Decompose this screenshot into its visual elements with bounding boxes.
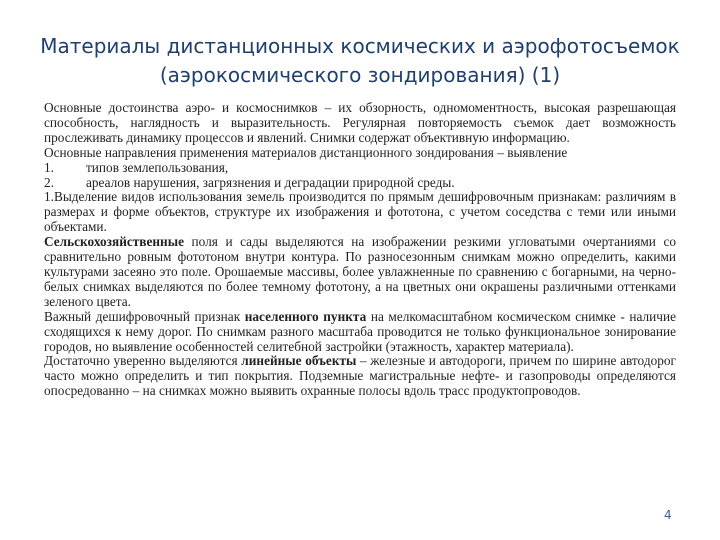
- list-number: 1.: [44, 159, 54, 175]
- paragraph-settlement: [44, 310, 676, 355]
- paragraph-linear-objects: [44, 354, 676, 399]
- list-text: ареалов нарушения, загрязнения и деградации природной среды.: [86, 174, 455, 190]
- page-number: 4: [664, 508, 672, 522]
- paragraph-land-use: 1.Выделение видов использования земель производится по прямым дешифровочным признакам: различиям в размерах и форме объектов, структуре их изображения и фототона, с учетом соседства с теми или иными объектами.: [44, 189, 676, 235]
- settlement-term: населенного пункта: [244, 308, 367, 324]
- linear-text-after: – железные и автодороги, причем по ширине автодорог часто можно определить и тип покрытия. Подземные магистральные нефте- и газопроводы определяются опосредованно – на снимках можно выявить охранные полосы вдоль трасс продуктопроводов.: [44, 353, 676, 399]
- list-item: [44, 161, 676, 176]
- list-number: 2.: [44, 174, 54, 190]
- paragraph-directions: Основные направления применения материалов дистанционного зондирования – выявление: [44, 144, 568, 160]
- title-line-1: Материалы дистанционных космических и аэрофотосъемок: [40, 34, 680, 58]
- paragraph-advantages: Основные достоинства аэро- и космоснимков – их обзорность, одномоментность, высокая разрешающая способность, наглядность и выразительность. Регулярная повторяемость съемок дает возможность прослеживать динамику процессов и явлений. Снимки содержат объективную информацию.: [44, 100, 676, 145]
- slide-body: [44, 101, 676, 399]
- agriculture-text: поля и сады выделяются на изображении резкими угловатыми очертаниями со сравнительно ровным фототоном внутри контура. По разносезонным снимкам можно определить, какими культурами засеяно это поле. Орошаемые массивы, более увлажненные по сравнению с богарными, на черно-белых снимках выделяются по более темному фототону, а на цветных они окрашены различными оттенками зеленого цвета.: [44, 234, 676, 309]
- list-text: типов землепользования,: [86, 159, 229, 175]
- agriculture-term: Сельскохозяйственные: [44, 234, 184, 250]
- title-line-2: (аэрокосмического зондирования) (1): [159, 63, 561, 87]
- linear-term: линейные объекты: [241, 353, 357, 369]
- paragraph-agriculture: [44, 235, 676, 310]
- settlement-text-after: на мелкомасштабном космическом снимке - наличие сходящихся к нему дорог. По снимкам разного масштаба проводится не только функциональное зонирование городов, но выявление особенностей селитебной застройки (этажность, характер материала).: [44, 308, 676, 354]
- settlement-text-before: Важный дешифровочный признак: [44, 308, 245, 324]
- linear-text-before: Достаточно уверенно выделяются: [44, 353, 242, 369]
- slide-title: [30, 32, 690, 90]
- list-item: [44, 176, 676, 191]
